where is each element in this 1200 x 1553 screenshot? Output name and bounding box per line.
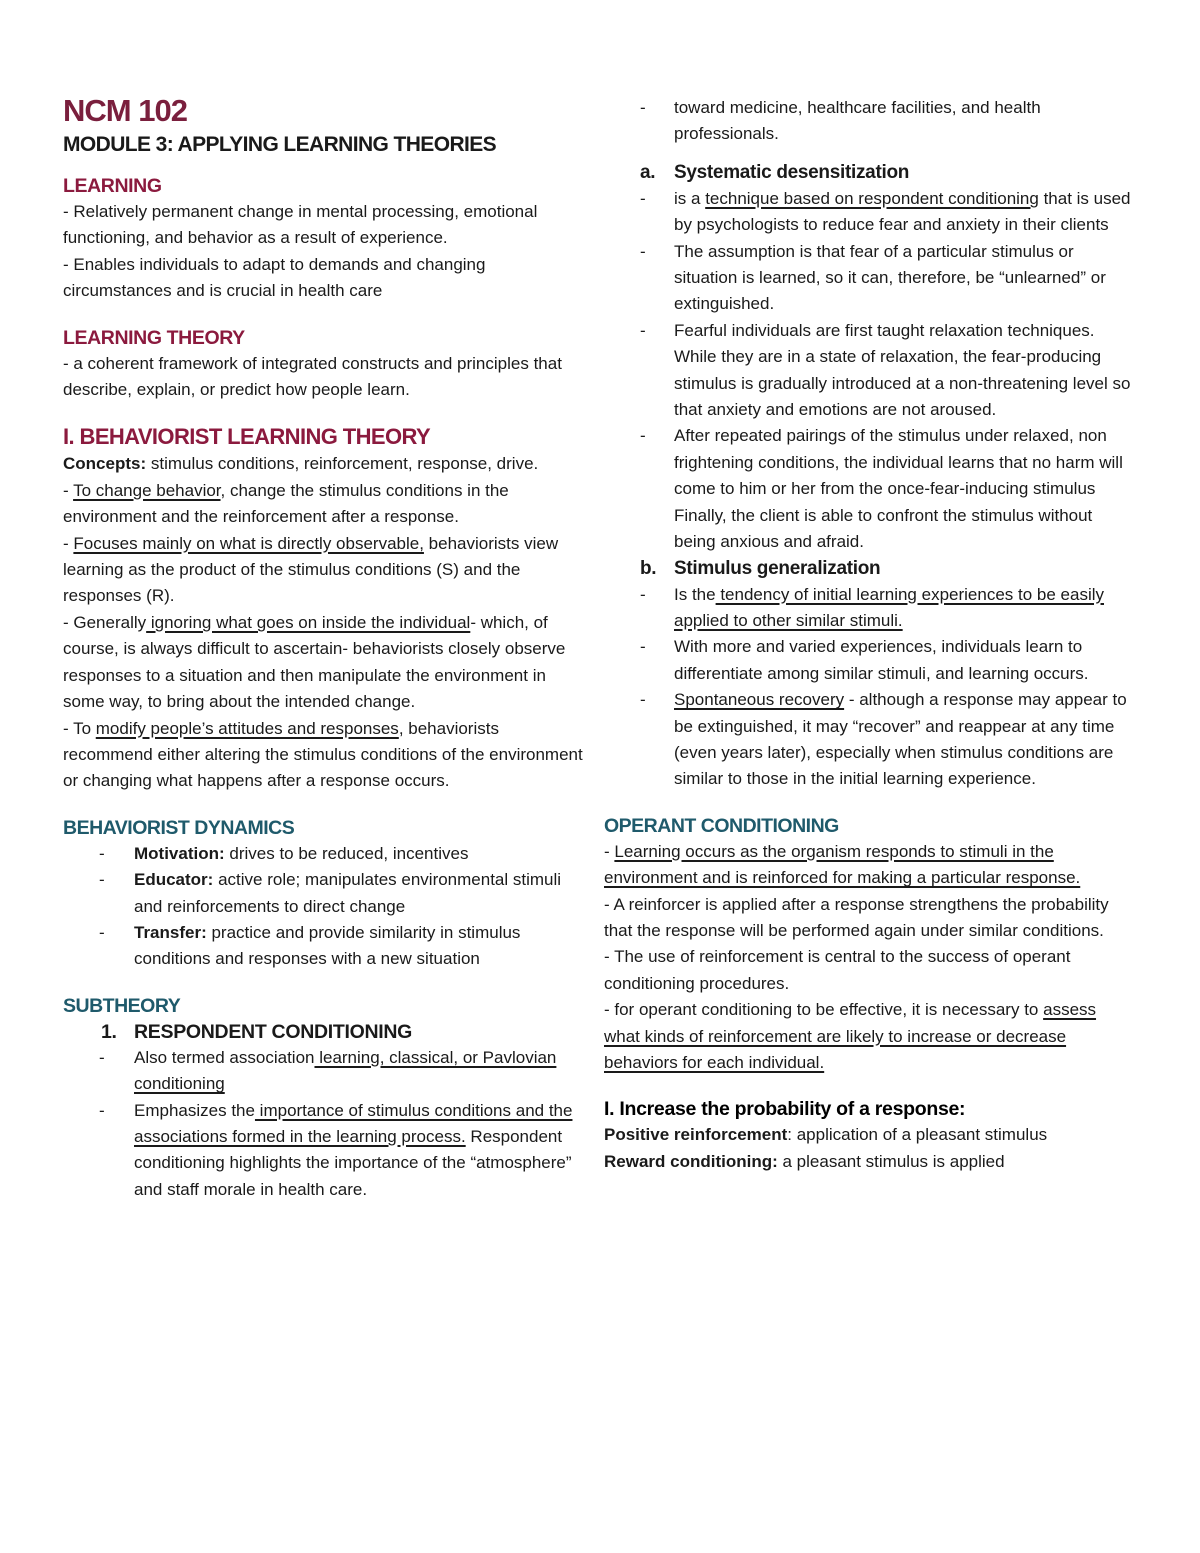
concepts-line: Concepts: stimulus conditions, reinforcement, response, drive. bbox=[63, 454, 539, 474]
learning-theory-line: - a coherent framework of integrated constructs and principles that describe, explain, or predict how people learn. bbox=[63, 353, 562, 400]
operant-point: - The use of reinforcement is central to the success of operant conditioning procedures. bbox=[604, 947, 1071, 993]
list-item: - toward medicine, healthcare facilities, and health professionals. bbox=[604, 95, 1134, 148]
reward-conditioning-line: Reward conditioning: a pleasant stimulus is applied bbox=[604, 1151, 1005, 1171]
behaviorist-point: - To change behavior, change the stimulus conditions in the environment and the reinforcement after a response. bbox=[63, 480, 509, 527]
stimulus-generalization-heading: b. Stimulus generalization bbox=[640, 557, 881, 579]
behaviorist-point: - Generally ignoring what goes on inside the individual- which, of course, is always difficult to ascertain- behaviorists closely observe responses to a situation and then manipulate the environment in some way, to bring about the intended change. bbox=[63, 612, 566, 712]
list-item: - is a technique based on respondent conditioning that is used by psychologists to reduce fear and anxiety in their clients bbox=[604, 186, 1134, 239]
list-item: - Transfer: practice and provide similarity in stimulus conditions and responses with a new situation bbox=[63, 920, 585, 973]
systematic-list bbox=[604, 186, 1134, 556]
generalization-list bbox=[604, 582, 1134, 793]
respondent-conditioning-heading: 1. RESPONDENT CONDITIONING bbox=[101, 1020, 413, 1043]
continued-list bbox=[604, 95, 1134, 148]
positive-reinforcement-line: Positive reinforcement: application of a pleasant stimulus bbox=[604, 1125, 1048, 1145]
list-item: - The assumption is that fear of a particular stimulus or situation is learned, so it can, therefore, be “unlearned” or extinguished. bbox=[604, 239, 1134, 318]
behaviorist-point: - To modify people’s attitudes and responses, behaviorists recommend either altering the stimulus conditions of the environment or changing what happens after a response occurs. bbox=[63, 718, 583, 791]
behaviorist-heading: I. BEHAVIORIST LEARNING THEORY bbox=[63, 424, 431, 450]
subtheory-heading: SUBTHEORY bbox=[63, 994, 181, 1017]
operant-point: - for operant conditioning to be effective, it is necessary to assess what kinds of reinforcement are likely to increase or decrease behaviors for each individual. bbox=[604, 1000, 1097, 1072]
list-item: - Is the tendency of initial learning experiences to be easily applied to other similar stimuli. bbox=[604, 582, 1134, 635]
dynamics-list bbox=[63, 841, 585, 973]
right-column bbox=[604, 95, 1134, 1175]
dynamics-heading: BEHAVIORIST DYNAMICS bbox=[63, 816, 295, 839]
learning-theory-heading: LEARNING THEORY bbox=[63, 326, 245, 349]
learning-line: - Enables individuals to adapt to demands and changing circumstances and is crucial in health care bbox=[63, 254, 486, 301]
operant-point: - Learning occurs as the organism responds to stimuli in the environment and is reinforced for making a particular response. bbox=[604, 841, 1081, 888]
increase-probability-heading: I. Increase the probability of a response: bbox=[604, 1098, 966, 1121]
list-item: - Emphasizes the importance of stimulus conditions and the associations formed in the learning process. Respondent conditioning highlights the importance of the “atmosphere” and staff morale in health care. bbox=[63, 1098, 585, 1204]
course-title: NCM 102 bbox=[63, 93, 187, 128]
list-item: - Educator: active role; manipulates environmental stimuli and reinforcements to direct change bbox=[63, 867, 585, 920]
list-item: - With more and varied experiences, individuals learn to differentiate among similar stimuli, and learning occurs. bbox=[604, 634, 1134, 687]
list-item: - Motivation: drives to be reduced, incentives bbox=[63, 841, 585, 867]
operant-point: - A reinforcer is applied after a response strengthens the probability that the response will be performed again under similar conditions. bbox=[604, 894, 1109, 940]
operant-heading: OPERANT CONDITIONING bbox=[604, 814, 839, 837]
list-item: - Fearful individuals are first taught relaxation techniques. While they are in a state of relaxation, the fear-producing stimulus is gradually introduced at a non-threatening level so that anxiety and emotions are not aroused. bbox=[604, 318, 1134, 424]
left-column bbox=[63, 93, 585, 1203]
learning-heading: LEARNING bbox=[63, 175, 162, 197]
learning-line: - Relatively permanent change in mental processing, emotional functioning, and behavior as a result of experience. bbox=[63, 202, 538, 248]
systematic-desensitization-heading: a. Systematic desensitization bbox=[640, 161, 910, 183]
list-item: - After repeated pairings of the stimulus under relaxed, non frightening conditions, the individual learns that no harm will come to him or her from the once-fear-inducing stimulus Finally, the client is able to confront the stimulus without being anxious and afraid. bbox=[604, 423, 1134, 555]
behaviorist-point: - Focuses mainly on what is directly observable, behaviorists view learning as the product of the stimulus conditions (S) and the responses (R). bbox=[63, 533, 559, 606]
list-item: - Also termed association learning, classical, or Pavlovian conditioning bbox=[63, 1045, 585, 1098]
list-item: - Spontaneous recovery - although a response may appear to be extinguished, it may “recover” and reappear at any time (even years later), especially when stimulus conditions are similar to those in the initial learning experience. bbox=[604, 687, 1134, 793]
module-title: MODULE 3: APPLYING LEARNING THEORIES bbox=[63, 133, 497, 156]
respondent-list bbox=[63, 1045, 585, 1203]
concepts-label: Concepts: bbox=[63, 454, 147, 474]
